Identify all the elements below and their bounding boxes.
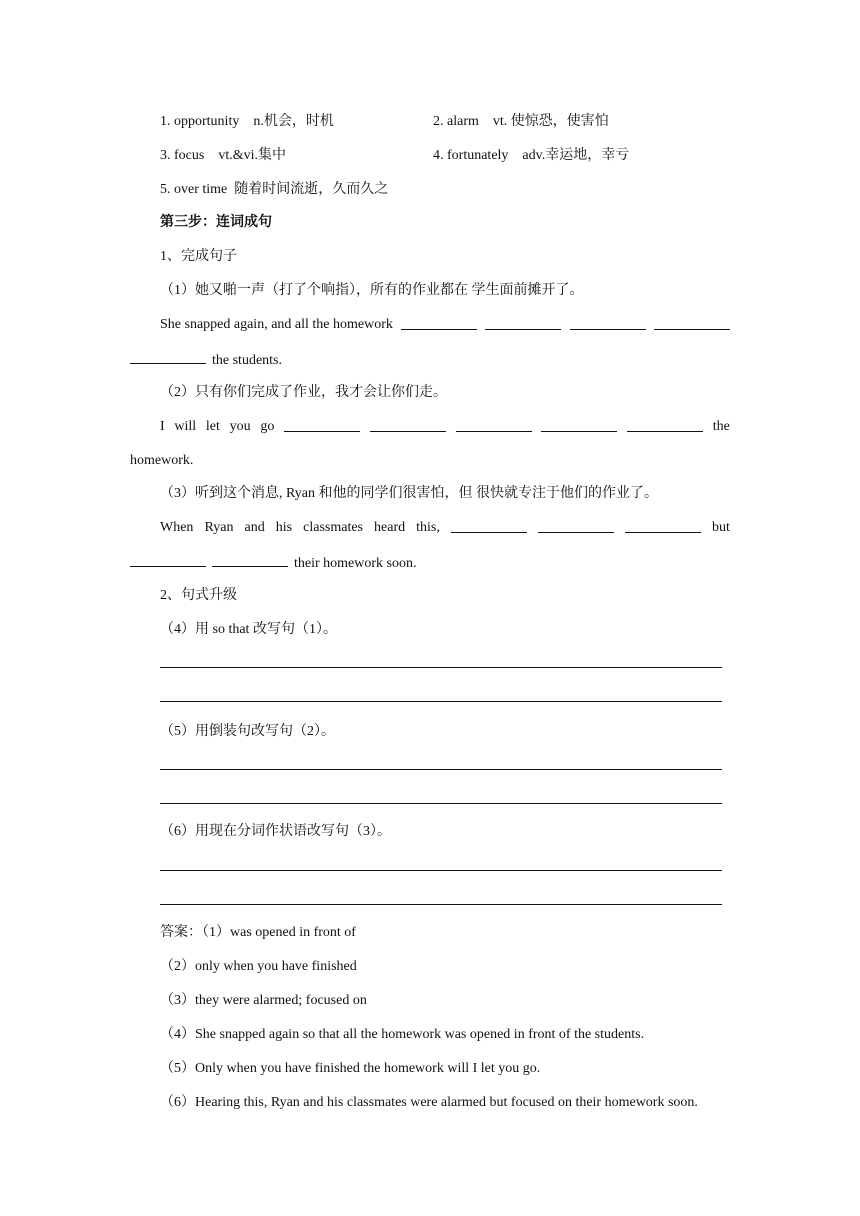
- vocab-definition: n.机会，时机: [253, 114, 334, 129]
- answer-blank[interactable]: [370, 418, 446, 432]
- q2-word: let: [205, 419, 220, 434]
- q5-prompt: （5）用倒装句改写句（2）。: [160, 724, 335, 739]
- q3-english-after: but: [712, 520, 730, 535]
- answer-line[interactable]: [160, 701, 722, 702]
- answer-line[interactable]: [160, 803, 722, 804]
- q1-english-line1: [160, 316, 730, 334]
- answer-blank[interactable]: [627, 418, 703, 432]
- answer-blank[interactable]: [130, 350, 206, 364]
- vocab-word: 4. fortunately: [433, 148, 509, 163]
- vocab-word: 5. over time: [160, 182, 228, 197]
- answer-blank[interactable]: [451, 519, 527, 533]
- vocab-definition: vt. 使惊恐，使害怕: [492, 114, 609, 129]
- answer-blank[interactable]: [485, 316, 561, 330]
- answer-blank[interactable]: [130, 553, 206, 567]
- answer-blank[interactable]: [541, 418, 617, 432]
- q2-english-after: the: [712, 419, 730, 434]
- q3-english-line2: [130, 553, 416, 573]
- answer-blank[interactable]: [625, 519, 701, 533]
- q3-english-end: their homework soon.: [294, 556, 417, 571]
- vocab-item-4: [433, 147, 629, 165]
- answer-line[interactable]: [160, 769, 722, 770]
- q3-word: Ryan: [204, 520, 234, 535]
- q3-word: his: [275, 520, 293, 535]
- answer-line[interactable]: [160, 904, 722, 905]
- q3-word: classmates: [303, 520, 363, 535]
- vocab-item-2: [433, 113, 609, 131]
- answer-blank[interactable]: [456, 418, 532, 432]
- answer-blank[interactable]: [654, 316, 730, 330]
- section2-heading: 2、句式升级: [160, 588, 237, 603]
- answer-blank[interactable]: [570, 316, 646, 330]
- q6-prompt: （6）用现在分词作状语改写句（3）。: [160, 824, 391, 839]
- answer-3: （3）they were alarmed; focused on: [160, 993, 367, 1008]
- vocab-item-1: [160, 113, 334, 131]
- section1-heading: 1、完成句子: [160, 249, 237, 264]
- q3-word: When: [160, 520, 194, 535]
- q2-english-line2: [130, 452, 193, 470]
- q1-chinese: （1）她又啪一声（打了个响指），所有的作业都在 学生面前摊开了。: [160, 283, 584, 298]
- q2-english-end: homework.: [130, 453, 194, 468]
- q1-english-start: She snapped again, and all the homework: [160, 317, 393, 332]
- q3-english-line1: [160, 519, 730, 537]
- answer-line[interactable]: [160, 667, 722, 668]
- q3-chinese: （3）听到这个消息, Ryan 和他的同学们很害怕，但 很快就专注于他们的作业了。: [160, 486, 658, 501]
- q2-word: go: [260, 419, 275, 434]
- answer-2: （2）only when you have finished: [160, 959, 357, 974]
- q3-word: heard: [374, 520, 406, 535]
- q2-chinese: （2）只有你们完成了作业，我才会让你们走。: [160, 385, 447, 400]
- answer-line[interactable]: [160, 870, 722, 871]
- q2-word: I: [160, 419, 165, 434]
- answer-5: （5）Only when you have finished the homework will I let you go.: [160, 1061, 541, 1076]
- step3-heading: 第三步：连词成句: [160, 215, 272, 230]
- vocab-item-3: [160, 147, 286, 165]
- vocab-word: 1. opportunity: [160, 114, 240, 129]
- q2-word: you: [229, 419, 251, 434]
- q2-english-line1: [160, 418, 730, 436]
- answer-blank[interactable]: [401, 316, 477, 330]
- answer-blank[interactable]: [212, 553, 288, 567]
- answer-6: （6）Hearing this, Ryan and his classmates were alarmed but focused on their homework soon.: [160, 1095, 698, 1110]
- vocab-definition: 随着时间流逝，久而久之: [234, 182, 389, 197]
- answer-4: （4）She snapped again so that all the homework was opened in front of the students.: [160, 1027, 645, 1042]
- vocab-item-5: [160, 181, 388, 199]
- vocab-word: 3. focus: [160, 148, 205, 163]
- q1-english-end: the students.: [212, 353, 282, 368]
- answer-blank[interactable]: [538, 519, 614, 533]
- q4-prompt: （4）用 so that 改写句（1）。: [160, 622, 337, 637]
- q3-word: and: [244, 520, 265, 535]
- answer-1: 答案：（1）was opened in front of: [160, 925, 356, 940]
- q2-word: will: [174, 419, 197, 434]
- answer-blank[interactable]: [284, 418, 360, 432]
- vocab-definition: adv.幸运地，幸亏: [522, 148, 630, 163]
- vocab-word: 2. alarm: [433, 114, 479, 129]
- q1-english-line2: [130, 350, 282, 370]
- vocab-definition: vt.&vi.集中: [218, 148, 286, 163]
- q3-word: this,: [416, 520, 440, 535]
